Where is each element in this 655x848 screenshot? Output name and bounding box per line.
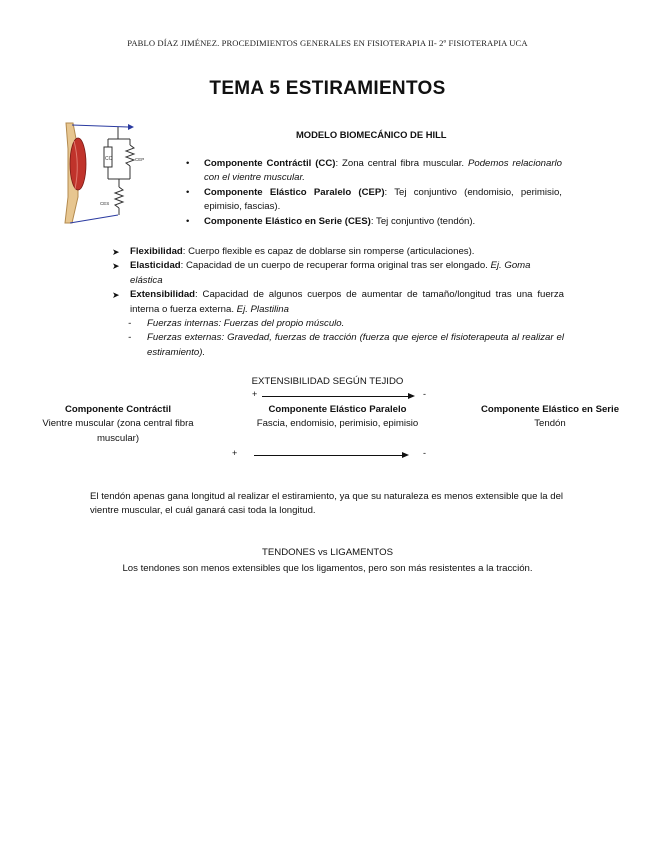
column-heading: Componente Elástico Paralelo [268,404,407,415]
top-arrow-line [262,396,410,397]
column-heading: Componente Elástico en Serie [480,404,620,415]
bullet-icon: • [186,215,190,227]
arrow-bullet-icon: ➤ [112,290,120,301]
bottom-arrow-line [254,455,404,456]
bottom-plus-sign: + [232,448,238,458]
cep-label: CEP [135,157,145,162]
sub-item-text: Fuerzas externas: Gravedad, fuerzas de tracción (fuerza que ejerce el fisioterapeuta al realizar el estiramiento). [147,332,564,358]
dash-bullet: - [128,332,132,344]
tendons-ligaments-text: Los tendones son menos extensibles que los ligamentos, pero son más resistentes a la tracción. [122,563,533,574]
item-text: : Tej conjuntivo (endomisio, perimisio, epimisio, fascias). [204,186,562,213]
hill-item-cc [186,157,562,186]
sub-item-internal-forces [112,317,564,331]
bullet-icon: • [186,186,190,198]
item-text: : Tej conjuntivo (tendón). [370,215,476,227]
hill-subtitle: MODELO BIOMECÁNICO DE HILL [296,129,447,140]
column-heading: Componente Contráctil [64,404,172,415]
item-text: : Zona central fibra muscular. [335,158,468,169]
item-note: Podemos relacionarlo con el vientre muscular. [204,158,563,184]
top-arrow-head-icon [408,393,415,399]
column-contractile [20,403,216,446]
column-series [460,403,640,432]
column-text: Vientre muscular (zona central fibra muscular) [42,418,194,444]
property-elasticity [112,259,564,288]
item-term: Componente Contráctil (CC) [204,158,336,169]
tendon-paragraph: El tendón apenas gana longitud al realizar el estiramiento, ya que su naturaleza es menos extensible que la del vientre muscular, el cuál ganará casi toda la longitud. [90,491,564,517]
hill-item-cep [186,186,562,215]
property-example: Ej. Goma elástica [130,260,531,286]
item-term: Componente Elástico Paralelo (CEP) [204,186,385,198]
sub-item-text: Fuerzas internas: Fuerzas del propio músculo. [147,318,345,330]
column-text: Fascia, endomisio, perimisio, epimisio [256,418,419,430]
ces-label: CES [100,201,110,206]
sub-item-external-forces [112,331,564,360]
column-parallel [230,403,445,432]
item-term: Componente Elástico en Serie (CES) [204,215,371,227]
property-text: : Capacidad de un cuerpo de recuperar forma original tras ser elongado. [180,260,491,272]
property-example: Ej. Plastilina [236,303,289,315]
cc-label: CC [105,156,113,162]
arrow-bullet-icon: ➤ [112,247,120,257]
property-term: Elasticidad [130,260,181,272]
top-plus-sign: + [252,389,258,399]
column-text: Tendón [534,418,566,430]
bottom-arrow-head-icon [402,452,409,458]
property-extensibility [112,288,564,317]
dash-bullet: - [128,318,132,330]
property-text: : Capacidad de algunos cuerpos de aumentar de tamaño/longitud tras una fuerza interna o fuerza externa. [130,289,564,315]
top-minus-sign: - [423,389,426,399]
hill-model-diagram [56,119,150,231]
property-term: Flexibilidad [130,246,183,257]
page-title: TEMA 5 ESTIRAMIENTOS [209,78,446,99]
hill-model-figure [56,119,150,231]
hill-item-ces [186,215,562,229]
tendons-ligaments-title: TENDONES vs LIGAMENTOS [262,547,393,558]
page-header: PABLO DÍAZ JIMÉNEZ. PROCEDIMIENTOS GENERALES EN FISIOTERAPIA II- 2º FISIOTERAPIA UCA [127,38,528,48]
bullet-icon: • [186,158,190,169]
property-term: Extensibilidad [130,289,196,301]
arrow-bullet-icon: ➤ [112,261,120,272]
properties-list [112,245,564,360]
hill-component-list [186,157,562,229]
property-text: : Cuerpo flexible es capaz de doblarse sin romperse (articulaciones). [182,246,475,257]
bottom-minus-sign: - [423,448,426,458]
extensibility-title: EXTENSIBILIDAD SEGÚN TEJIDO [251,376,404,387]
property-flexibility [112,245,564,259]
